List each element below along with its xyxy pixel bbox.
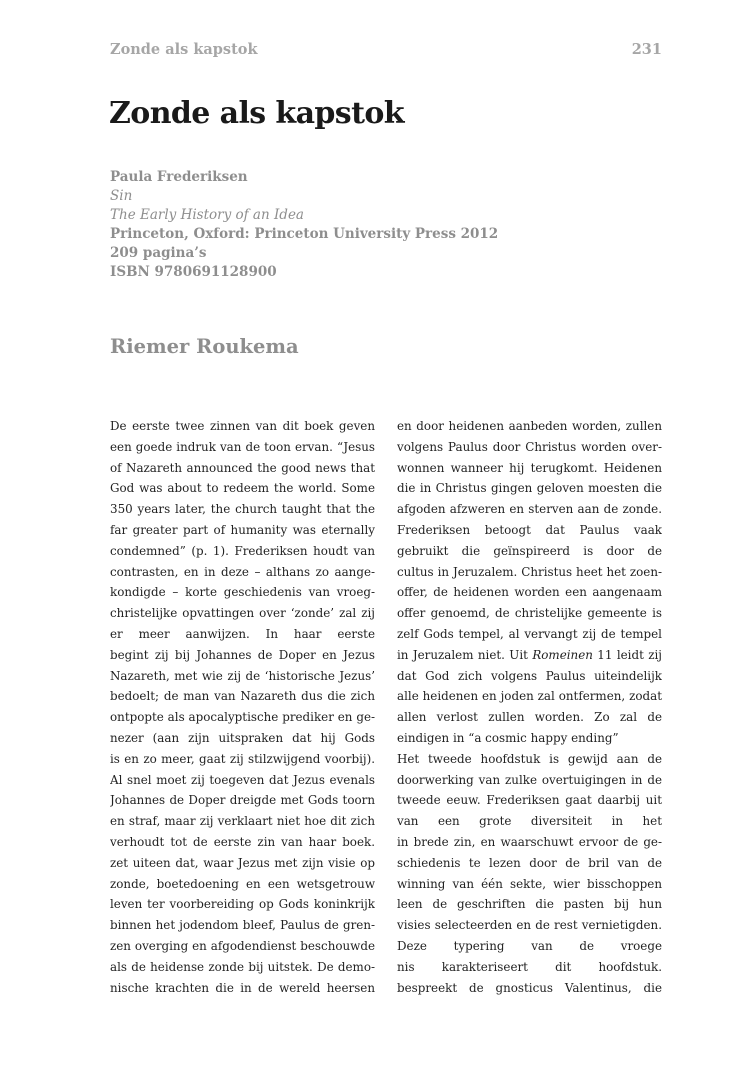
text-line: in brede zin, en waarschuwt ervoor de ge- [397, 834, 662, 849]
text-line: Al snel moet zij toegeven dat Jezus evenals [110, 772, 375, 787]
text-line: Nazareth, met wie zij de ‘historische Jezus’ [110, 668, 375, 683]
text-line: God was about to redeem the world. Some [110, 481, 375, 496]
page-number: 231 [631, 41, 662, 58]
text-line: 350 years later, the church taught that the [110, 502, 375, 517]
text-line: die in Christus gingen geloven moesten die [397, 481, 662, 496]
text-segment: in Jeruzalem niet. Uit [397, 647, 533, 662]
book-info [110, 168, 670, 282]
text-line: cultus in Jeruzalem. Christus heet het zoen- [397, 564, 662, 579]
text-line: is en zo meer, gaat zij stilzwijgend voorbij). [110, 751, 375, 766]
book-title: Sin [110, 188, 133, 204]
book-reference-italic: Romeinen [532, 647, 593, 662]
text-line: schiedenis te lezen door de bril van de [397, 855, 662, 870]
text-line: en straf, maar zij verklaart niet hoe dit zich [110, 814, 375, 829]
book-pages: 209 pagina’s [110, 245, 207, 261]
text-line: een goede indruk van de toon ervan. “Jesus [110, 439, 375, 454]
text-line: ontpopte als apocalyptische prediker en ge- [110, 710, 375, 725]
text-line: of Nazareth announced the good news that [110, 460, 375, 475]
text-line: winning van één sekte, wier bisschoppen [397, 876, 662, 891]
text-line: binnen het jodendom bleef, Paulus de gren- [110, 918, 375, 933]
text-line: christelijke opvattingen over ‘zonde’ zal zij [110, 606, 375, 621]
text-line: offer genoemd, de christelijke gemeente is [397, 606, 662, 621]
text-line: leen de geschriften die pasten bij hun [397, 897, 662, 912]
text-line: als de heidense zonde bij uitstek. De demo- [110, 959, 375, 974]
text-line: nische krachten die in de wereld heersen [110, 980, 375, 995]
text-line: kondigde – korte geschiedenis van vroeg- [110, 585, 375, 600]
text-line: zet uiteen dat, waar Jezus met zijn visie op [110, 855, 375, 870]
book-isbn: ISBN 9780691128900 [110, 264, 277, 280]
book-subtitle: The Early History of an Idea [110, 207, 304, 223]
text-line: leven ter voorbereiding op Gods koninkrijk [110, 897, 375, 912]
right-column [397, 416, 662, 998]
left-column [110, 416, 375, 998]
text-line: condemned” (p. 1). Frederiksen houdt van [110, 543, 375, 558]
text-line: bedoelt; de man van Nazareth dus die zich [110, 689, 375, 704]
text-line: Het tweede hoofdstuk is gewijd aan de [397, 751, 662, 766]
text-line: zonde, boetedoening en een wetsgetrouw [110, 876, 375, 891]
text-line: alle heidenen en joden zal ontfermen, zodat [397, 689, 662, 704]
text-line: allen verlost zullen worden. Zo zal de [397, 710, 662, 725]
text-line: van een grote diversiteit in het [397, 814, 662, 829]
text-line: Frederiksen betoogt dat Paulus vaak [397, 522, 662, 537]
reviewer-name: Riemer Roukema [110, 335, 299, 358]
text-line: visies selecteerden en de rest vernietigden. [397, 918, 662, 933]
text-line: wonnen wanneer hij terugkomt. Heidenen [397, 460, 662, 475]
running-head [110, 41, 662, 61]
text-line: Deze typering van de vroege [397, 938, 662, 953]
text-line: er meer aanwijzen. In haar eerste [110, 626, 375, 641]
book-publisher: Princeton, Oxford: Princeton University Press 2012 [110, 226, 499, 242]
text-line [397, 645, 662, 666]
text-line: volgens Paulus door Christus worden over- [397, 439, 662, 454]
text-line: dat God zich volgens Paulus uiteindelijk [397, 668, 662, 683]
text-line: nis karakteriseert dit hoofdstuk. [397, 959, 662, 974]
text-line: doorwerking van zulke overtuigingen in de [397, 772, 662, 787]
text-line: nezer (aan zijn uitspraken dat hij Gods [110, 730, 375, 745]
text-line: contrasten, en in deze – althans zo aange- [110, 564, 375, 579]
text-line: offer, de heidenen worden een aangenaam [397, 585, 662, 600]
text-segment: 11 leidt zij [597, 647, 662, 662]
text-line: far greater part of humanity was eternally [110, 522, 375, 537]
text-line: De eerste twee zinnen van dit boek geven [110, 419, 375, 433]
text-line: zelf Gods tempel, al vervangt zij de tempel [397, 626, 662, 641]
book-author: Paula Frederiksen [110, 169, 248, 185]
text-line: zen overging en afgodendienst beschouwde [110, 938, 375, 953]
text-line: begint zij bij Johannes de Doper en Jezus [110, 647, 375, 662]
running-title: Zonde als kapstok [110, 41, 258, 58]
text-line: tweede eeuw. Frederiksen gaat daarbij uit [397, 793, 662, 808]
text-line: verhoudt tot de eerste zin van haar boek. [110, 834, 375, 849]
text-line: afgoden afzweren en sterven aan de zonde. [397, 502, 662, 517]
article-title: Zonde als kapstok [109, 96, 404, 131]
text-line: bespreekt de gnosticus Valentinus, die [397, 980, 662, 995]
text-line: gebruikt die geïnspireerd is door de [397, 543, 662, 558]
text-line: en door heidenen aanbeden worden, zullen [397, 419, 662, 433]
text-line: Johannes de Doper dreigde met Gods toorn [110, 793, 375, 808]
text-line: eindigen in “a cosmic happy ending” [397, 730, 619, 745]
